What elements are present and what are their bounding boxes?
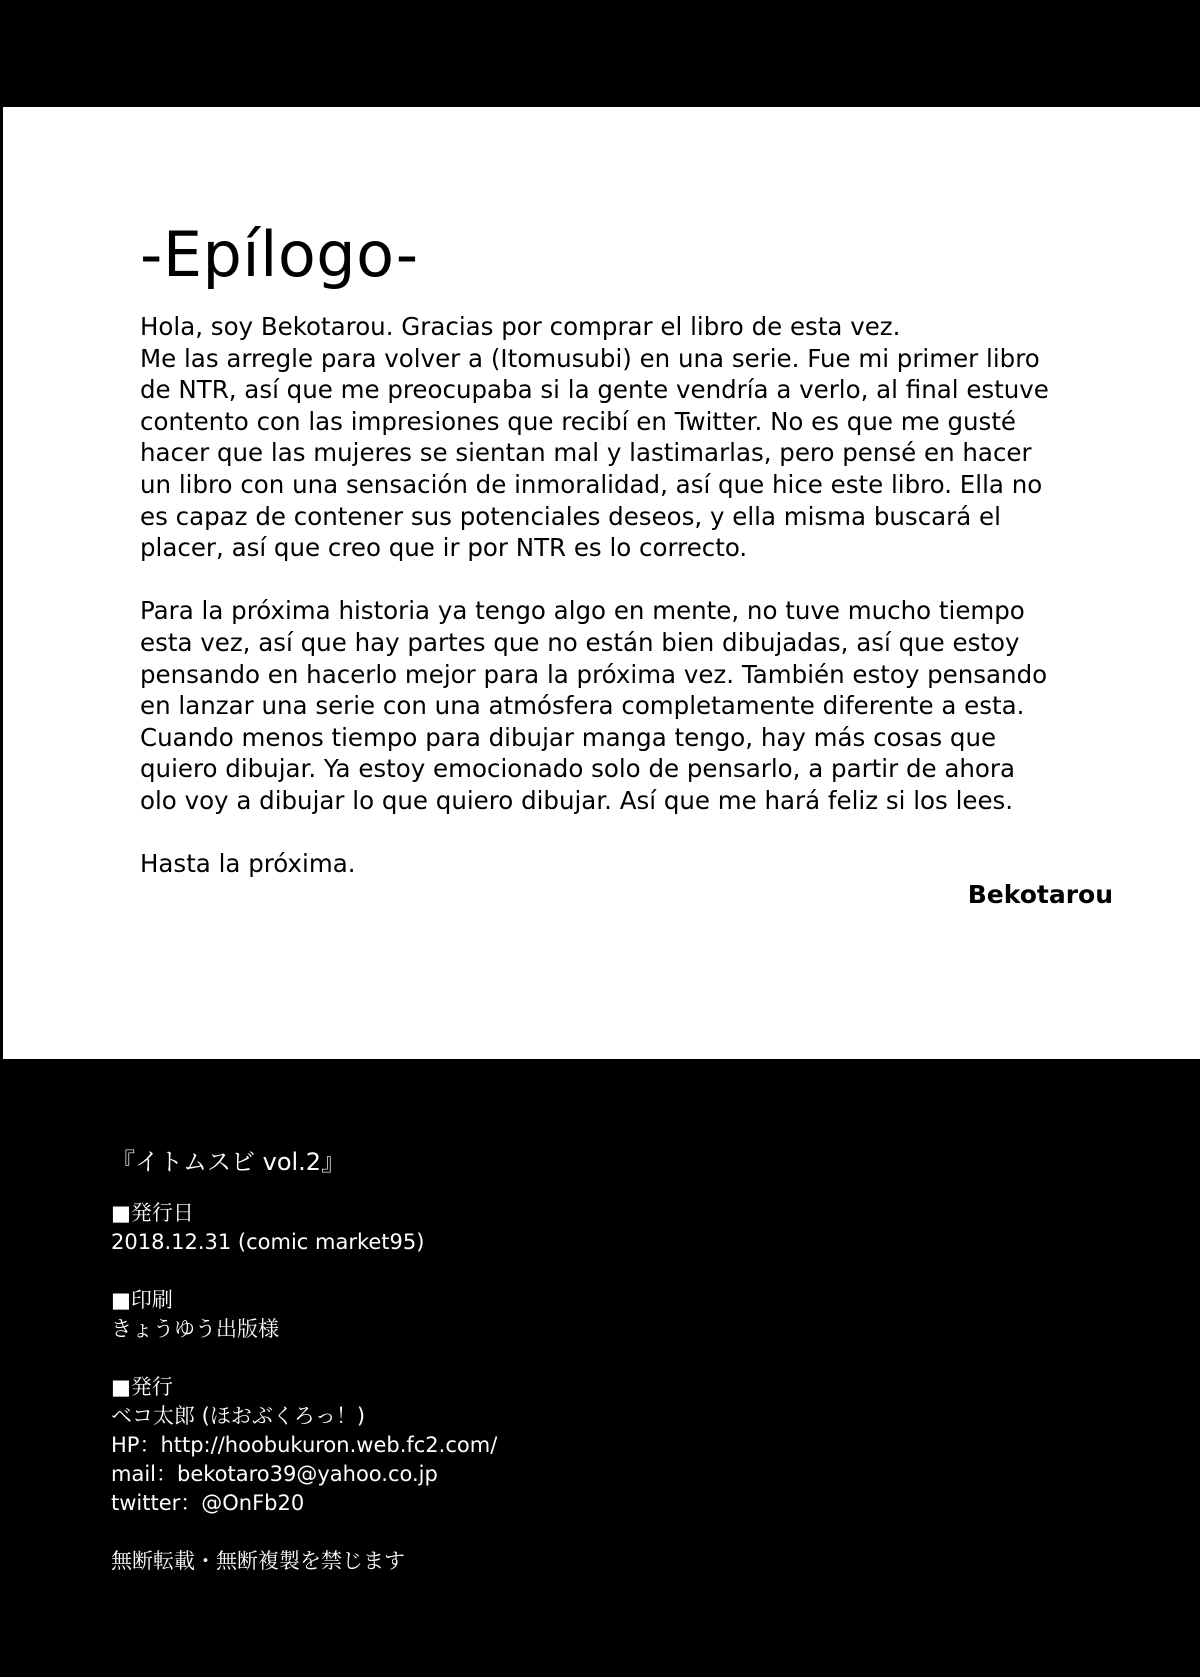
publisher-heading: ■発行 xyxy=(111,1375,173,1399)
publisher-name: ベコ太郎 (ほおぶくろっ！) xyxy=(111,1404,366,1428)
copyright-notice: 無断転載・無断複製を禁じます xyxy=(111,1549,405,1573)
author-signature: Bekotarou xyxy=(967,880,1113,909)
text-line: es capaz de contener sus potenciales deseos, y ella misma buscará el xyxy=(140,501,1001,531)
text-line: Me las arregle para volver a (Itomusubi) en una serie. Fue mi primer libro xyxy=(140,343,1040,373)
text-line: Hasta la próxima. xyxy=(140,849,356,879)
text-line: quiero dibujar. Ya estoy emocionado solo de pensarlo, a partir de ahora xyxy=(140,754,1015,784)
text-line: esta vez, así que hay partes que no están bien dibujadas, así que estoy xyxy=(140,627,1020,657)
text-line: contento con las impresiones que recibí en Twitter. No es que me gusté xyxy=(140,406,1016,436)
text-line: Cuando menos tiempo para dibujar manga tengo, hay más cosas que xyxy=(140,722,997,752)
text-line: olo voy a dibujar lo que quiero dibujar. Así que me hará feliz si los lees. xyxy=(140,785,1014,815)
mail-address: mail：bekotaro39@yahoo.co.jp xyxy=(111,1462,438,1486)
text-line: un libro con una sensación de inmoralidad, así que hice este libro. Ella no xyxy=(140,469,1043,499)
twitter-handle: twitter：@OnFb20 xyxy=(111,1491,305,1515)
text-line: en lanzar una serie con una atmósfera completamente diferente a esta. xyxy=(140,691,1025,721)
epilogue-body xyxy=(140,311,1130,911)
text-line: placer, así que creo que ir por NTR es lo correcto. xyxy=(140,533,748,563)
text-line: Para la próxima historia ya tengo algo en mente, no tuve mucho tiempo xyxy=(140,596,1025,626)
colophon xyxy=(111,1145,497,1576)
homepage-url: HP：http://hoobukuron.web.fc2.com/ xyxy=(111,1433,498,1457)
text-line: pensando en hacerlo mejor para la próxima vez. También estoy pensando xyxy=(140,659,1048,689)
text-line: hacer que las mujeres se sientan mal y lastimarlas, pero pensé en hacer xyxy=(140,438,1032,468)
release-date-heading: ■発行日 xyxy=(111,1201,194,1225)
text-line: de NTR, así que me preocupaba si la gente vendría a verlo, al final estuve xyxy=(140,375,1049,405)
top-black-bar xyxy=(0,0,1200,107)
paragraph-3 xyxy=(140,848,1130,880)
epilogue-title: -Epílogo- xyxy=(140,218,419,291)
text-line: Hola, soy Bekotarou. Gracias por comprar el libro de esta vez. xyxy=(140,312,901,341)
release-date: 2018.12.31 (comic market95) xyxy=(111,1230,425,1254)
paragraph-2 xyxy=(140,595,1130,816)
book-title: 『イトムスビ vol.2』 xyxy=(111,1148,346,1176)
paragraph-1 xyxy=(140,311,1130,564)
publisher-block xyxy=(111,1373,497,1518)
printing-heading: ■印刷 xyxy=(111,1288,173,1312)
printer-name: きょうゆう出版様 xyxy=(111,1317,279,1341)
release-date-block xyxy=(111,1199,497,1257)
printing-block xyxy=(111,1286,497,1344)
